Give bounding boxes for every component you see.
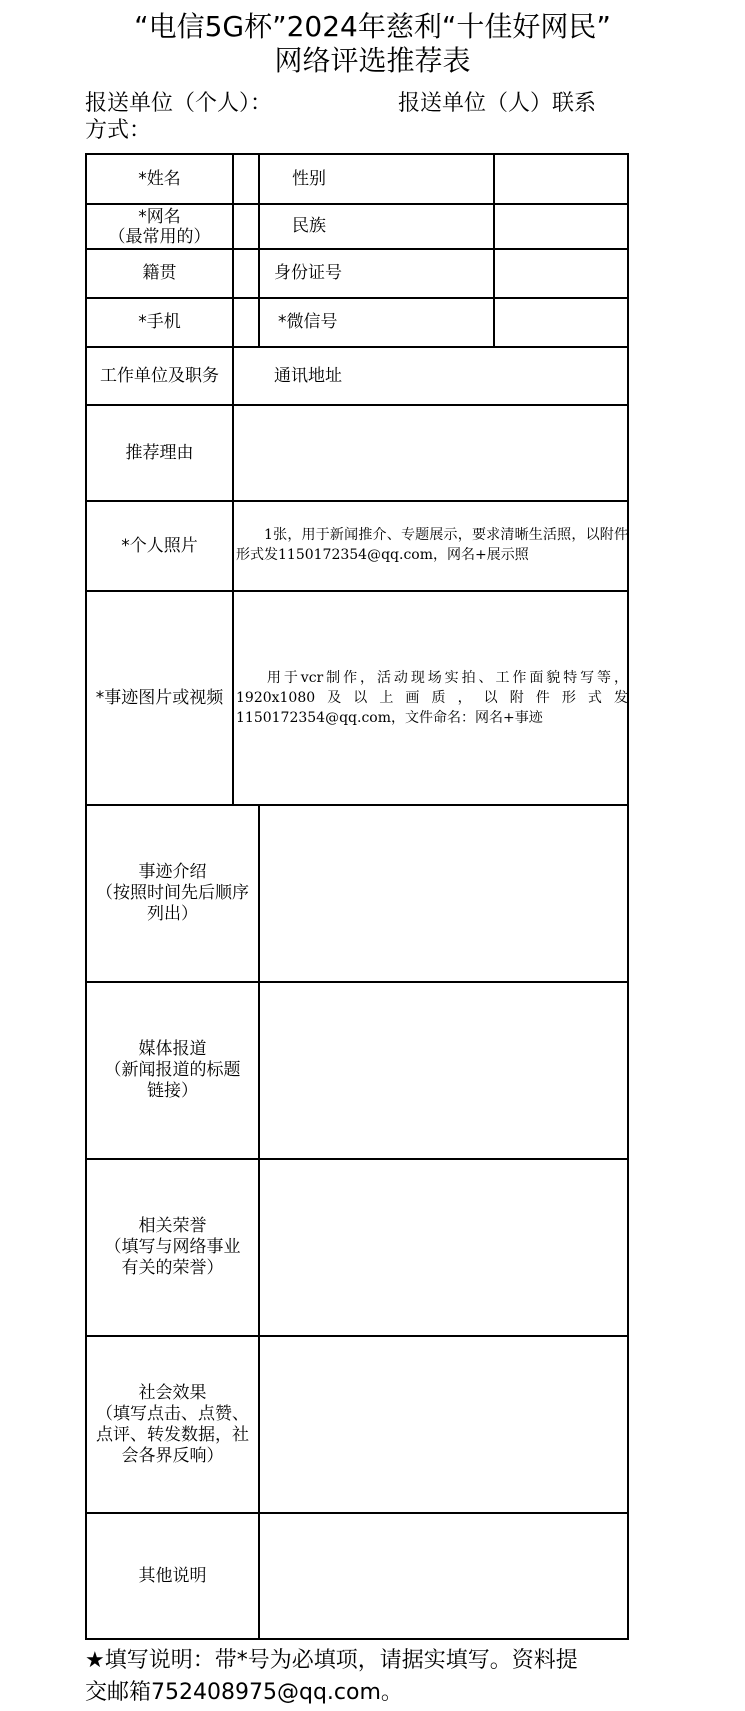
deeds-label-line1: 事迹介绍 <box>138 862 207 882</box>
other-label: 其他说明 <box>138 1565 207 1586</box>
deeds-label <box>87 806 258 981</box>
nickname-label <box>87 205 232 248</box>
honors-label-line1: 相关荣誉 <box>138 1216 207 1236</box>
phone-label: *手机 <box>138 312 181 332</box>
name-label: *姓名 <box>138 168 181 189</box>
id-number-label: 身份证号 <box>274 263 342 283</box>
gender-label: 性别 <box>292 168 326 189</box>
press-label-line3: 链接） <box>147 1081 198 1101</box>
nickname-label-line2: （最常用的） <box>108 226 211 247</box>
fill-instructions-line2: 交邮箱752408975@qq.com。 <box>85 1680 403 1705</box>
press-label <box>87 983 258 1158</box>
photo-label: *个人照片 <box>121 535 198 556</box>
nickname-label-line1: *网名 <box>138 206 181 227</box>
honors-label-line3: 有关的荣誉） <box>121 1258 224 1278</box>
photo-note <box>236 525 628 565</box>
media-note <box>236 668 628 728</box>
media-note-text: 用于vcr制作，活动现场实拍、工作面貌特写等，1920x1080及以上画质，以附件形式发1150172354@qq.com，文件命名：网名+事迹 <box>236 670 628 726</box>
effect-label-line2: （填写点击、点赞、 <box>96 1403 249 1424</box>
form-title-line2: 网络评选推荐表 <box>274 44 471 77</box>
fill-instructions-line1: ★填写说明：带*号为必填项，请据实填写。资料提 <box>85 1648 578 1673</box>
form-title-line1: “电信5G杯”2024年慈利“十佳好网民” <box>134 10 611 43</box>
contact-label-cont: 方式： <box>85 118 152 143</box>
press-label-line2: （新闻报道的标题 <box>104 1060 241 1080</box>
media-label: *事迹图片或视频 <box>95 687 224 708</box>
honors-label <box>87 1160 258 1335</box>
effect-label-line3: 点评、转发数据，社 <box>96 1424 249 1445</box>
reason-label: 推荐理由 <box>125 442 194 463</box>
contact-label: 报送单位（人）联系 <box>398 91 597 116</box>
effect-label-line1: 社会效果 <box>138 1382 207 1403</box>
unit-label: 报送单位（个人）： <box>85 91 273 116</box>
ethnicity-label: 民族 <box>292 216 326 236</box>
press-label-line1: 媒体报道 <box>138 1039 207 1059</box>
address-label: 通讯地址 <box>274 365 342 386</box>
employer-label: 工作单位及职务 <box>100 365 219 386</box>
deeds-label-line2: （按照时间先后顺序 <box>96 883 249 903</box>
effect-label <box>87 1337 258 1512</box>
fill-instructions <box>85 1645 645 1709</box>
deeds-label-line3: 列出） <box>147 904 198 924</box>
native-place-label: 籍贯 <box>142 263 177 283</box>
honors-label-line2: （填写与网络事业 <box>104 1237 241 1257</box>
effect-label-line4: 会各界反响） <box>121 1445 224 1466</box>
wechat-label: *微信号 <box>278 312 338 332</box>
photo-note-text: 1张，用于新闻推介、专题展示，要求清晰生活照，以附件形式发1150172354@qq.com，网名+展示照 <box>236 527 628 563</box>
